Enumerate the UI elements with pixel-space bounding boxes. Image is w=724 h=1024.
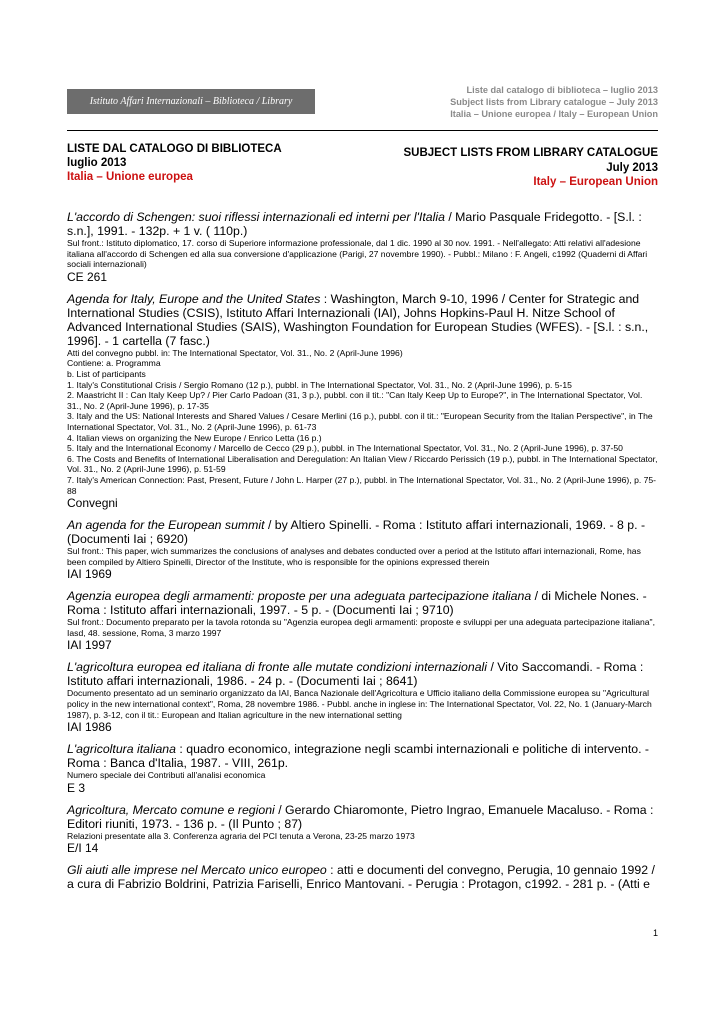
entry-description	[67, 518, 658, 546]
entry-note: Sul front.: Documento preparato per la tavola rotonda su "Agenzia europea degli armamenti: proposte e sviluppi per una adeguata partecipazione italiana", Iasd, 48. sessione, Roma, 3 marzo 1997	[67, 617, 655, 638]
entry-description	[67, 210, 658, 238]
entry-title: L'agricoltura italiana	[67, 742, 176, 757]
catalogue-entry	[67, 589, 658, 652]
entry-publication-details: / Mario Pasquale Fridegotto. - [S.l. : s.n.], 1991. - 132p. + 1 v. ( 110p.)	[67, 210, 642, 238]
catalogue-entry	[67, 518, 658, 581]
entry-note: 3. Italy and the US: National Interests and Shared Values / Cesare Merlini (16 p.), pubbl. con il tit.: "European Security from the Italian Perspective", in The International Spectator, Vol. 31., No. 2 (April-June 1996), p. 61-73	[67, 411, 653, 432]
entry-note: Sul front.: This paper, wich summarizes the conclusions of analyses and debates conducted over a period at the Istituto affari internazionali, Rome, has been compiled by Altiero Spinelli, Director of the Institute, who is responsible for the opinions expressed therein	[67, 546, 641, 567]
entry-description	[67, 660, 658, 688]
entry-description	[67, 803, 658, 831]
title-block-english	[404, 146, 659, 190]
entry-note: 4. Italian views on organizing the New Europe / Enrico Letta (16 p.)	[67, 432, 322, 443]
header-line: Liste dal catalogo di biblioteca – luglio 2013	[466, 85, 658, 95]
entry-description	[67, 863, 658, 891]
entry-description	[67, 742, 658, 770]
title-subject: Italy – European Union	[533, 176, 658, 188]
call-number: E/I 14	[67, 841, 99, 856]
entry-note: Relazioni presentate alla 3. Conferenza agraria del PCI tenuta a Verona, 23-25 marzo 1973	[67, 830, 415, 841]
entry-publication-details: / Gerardo Chiaromonte, Pietro Ingrao, Emanuele Macaluso. - Roma : Editori riuniti, 1973. - 136 p. - (Il Punto ; 87)	[67, 802, 654, 831]
title-block-italian	[67, 142, 282, 184]
entry-note: Documento presentato ad un seminario organizzato da IAI, Banca Nazionale dell'Agricoltura e Ufficio italiano della Commissione europea su "Agricultural policy in the new international context", Roma, 28 novembre 1986. - Pubbl. anche in inglese in: The International Spectator, Vol. 22, No. 1 (January-March 1987), p. 3-12, con il tit.: European and Italian agriculture in the new international setting	[67, 688, 652, 720]
catalogue-entry	[67, 292, 658, 510]
entry-note: 2. Maastricht II : Can Italy Keep Up? / Pier Carlo Padoan (31, 3 p.), pubbl. con il tit.: "Can Italy Keep Up to Europe?", in The International Spectator, Vol. 31., No. 2 (April-June 1996), p. 17-35	[67, 390, 643, 411]
catalogue-entry	[67, 803, 658, 856]
catalogue-entry	[67, 863, 658, 891]
entry-note: 1. Italy's Constitutional Crisis / Sergio Romano (12 p.), pubbl. in The International Spectator, Vol. 31., No. 2 (April-June 1996), p. 5-15	[67, 379, 572, 390]
entry-note: 6. The Costs and Benefits of International Liberalisation and Deregulation: An Italian View / Riccardo Perissich (19 p.), pubbl. in The International Spectator, Vol. 31., No. 2 (April-June 1996), p. 51-59	[67, 453, 658, 475]
entry-note: Numero speciale dei Contributi all'analisi economica	[67, 770, 266, 781]
entry-note: Sul front.: Istituto diplomatico, 17. corso di Superiore informazione professionale, dal 1 dic. 1990 al 30 nov. 1991. - Nell'allegato: Atti relativi all'adesione italiana all'accordo di Schengen ed alla sua conversione d'applicazione (Parigi, 27 novembre 1990). - Pubbl.: Milano : F. Angeli, c1992 (Quaderni di Affari sociali internazionali)	[67, 238, 648, 270]
library-banner: Istituto Affari Internazionali – Biblioteca / Library	[67, 89, 315, 114]
catalogue-entries	[67, 210, 658, 899]
entry-publication-details: / by Altiero Spinelli. - Roma : Istituto affari internazionali, 1969. - 8 p. - (Documenti Iai ; 6920)	[67, 518, 646, 547]
title-main: LISTE DAL CATALOGO DI BIBLIOTECA	[67, 143, 282, 155]
catalogue-entry	[67, 210, 658, 284]
entry-title: L'agricoltura europea ed italiana di fronte alle mutate condizioni internazionali	[67, 660, 488, 675]
title-date: July 2013	[606, 161, 658, 174]
entry-note: 5. Italy and the International Economy / Marcello de Cecco (29 p.), pubbl. in The International Spectator, Vol. 31., No. 2 (April-June 1996), p. 37-50	[67, 443, 623, 454]
entry-note: Atti del convegno pubbl. in: The International Spectator, Vol. 31., No. 2 (April-June 1996)	[67, 347, 403, 358]
call-number: IAI 1986	[67, 720, 112, 735]
entry-title: Agricoltura, Mercato comune e regioni	[67, 802, 275, 817]
catalogue-entry	[67, 660, 658, 734]
entry-publication-details: : atti e documenti del convegno, Perugia, 10 gennaio 1992 / a cura di Fabrizio Boldrini, Patrizia Fariselli, Enrico Mantovani. - Perugia : Protagon, c1992. - 281 p. - (Atti e	[67, 863, 655, 892]
title-main: SUBJECT LISTS FROM LIBRARY CATALOGUE	[403, 147, 658, 159]
entry-note: Contiene: a. Programma	[67, 358, 161, 369]
entry-title: Agenzia europea degli armamenti: proposte per una adeguata partecipazione italiana	[67, 589, 532, 604]
call-number: IAI 1969	[67, 567, 112, 582]
header-line: Subject lists from Library catalogue – July 2013	[450, 97, 658, 107]
title-date: luglio 2013	[67, 157, 127, 169]
entry-title: An agenda for the European summit	[67, 518, 265, 533]
entry-description	[67, 589, 658, 617]
header-line: Italia – Unione europea / Italy – European Union	[450, 109, 658, 119]
entry-title: L'accordo di Schengen: suoi riflessi internazionali ed interni per l'Italia	[67, 210, 445, 224]
entry-publication-details: : quadro economico, integrazione negli scambi internazionali e politiche di intervento. - Roma : Banca d'Italia, 1987. - VIII, 261p.	[67, 742, 650, 771]
entry-note: b. List of participants	[67, 368, 146, 379]
title-subject: Italia – Unione europea	[67, 171, 193, 183]
entry-title: Gli aiuti alle imprese nel Mercato unico europeo	[67, 863, 327, 878]
catalogue-entry	[67, 742, 658, 795]
entry-description	[67, 292, 658, 348]
entry-publication-details: : Washington, March 9-10, 1996 / Center for Strategic and International Studies (CSIS), Istituto Affari Internazionali (IAI), Johns Hopkins-Paul H. Nitze School of Advanced International Studies (SAIS), Washington Foundation for European Studies (WFES). - [S.l. : s.n., 1996]. - 1 cartella (7 fasc.)	[67, 291, 649, 348]
entry-publication-details: / di Michele Nones. - Roma : Istituto affari internazionali, 1997. - 5 p. - (Documenti Iai ; 9710)	[67, 589, 647, 618]
entry-publication-details: / Vito Saccomandi. - Roma : Istituto affari internazionali, 1986. - 24 p. - (Documenti Iai ; 8641)	[67, 660, 644, 689]
page-number: 1	[652, 928, 658, 938]
call-number: E 3	[67, 780, 86, 795]
entry-note: 7. Italy's American Connection: Past, Present, Future / John L. Harper (27 p.), pubbl. in The International Spectator, Vol. 31., No. 2 (April-June 1996), p. 75-88	[67, 474, 657, 496]
call-number: IAI 1997	[67, 638, 112, 653]
header-subject-lines	[450, 84, 658, 120]
entry-title: Agenda for Italy, Europe and the United States	[67, 291, 321, 306]
call-number: Convegni	[67, 496, 118, 511]
call-number: CE 261	[67, 269, 108, 284]
header-rule	[67, 130, 658, 131]
